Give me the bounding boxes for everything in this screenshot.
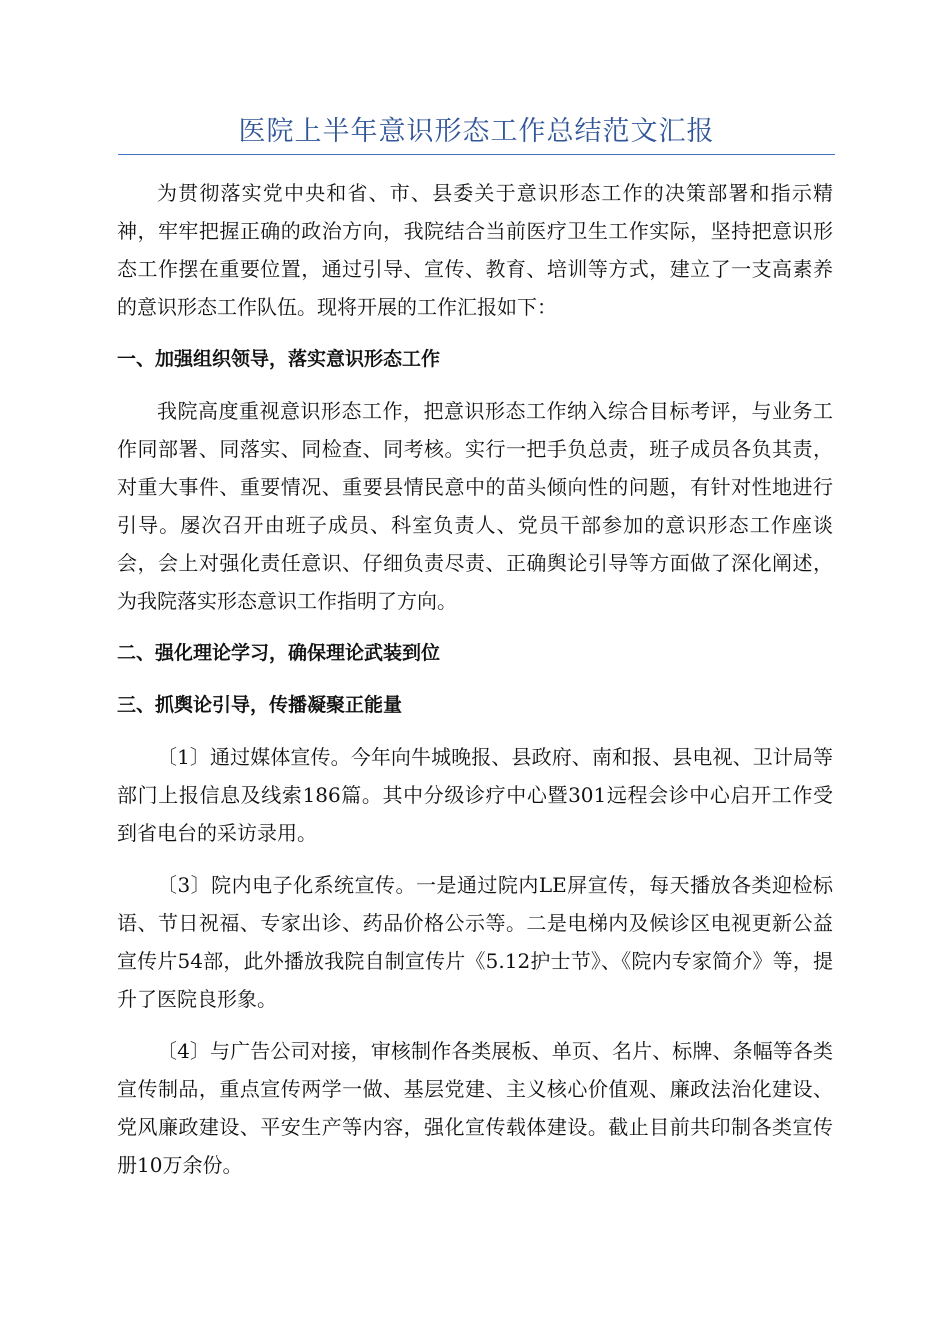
section-heading-3: 三、抓舆论引导，传播凝聚正能量 [117,694,403,716]
title-underline [118,154,835,155]
item-1-paragraph: 〔1〕通过媒体宣传。今年向牛城晚报、县政府、南和报、县电视、卫计局等部门上报信息及线索186篇。其中分级诊疗中心暨301远程会诊中心启开工作受到省电台的采访录用。 [117,745,833,845]
section-1-paragraph: 我院高度重视意识形态工作，把意识形态工作纳入综合目标考评，与业务工作同部署、同落实、同检查、同考核。实行一把手负总责，班子成员各负其责，对重大事件、重要情况、重要县情民意中的苗头倾向性的问题，有针对性地进行引导。屡次召开由班子成员、科室负责人、党员干部参加的意识形态工作座谈会，会上对强化责任意识、仔细负责尽责、正确舆论引导等方面做了深化阐述，为我院落实形态意识工作指明了方向。 [117,399,833,613]
item-3-paragraph: 〔3〕院内电子化系统宣传。一是通过院内LE屏宣传，每天播放各类迎检标语、节日祝福、专家出诊、药品价格公示等。二是电梯内及候诊区电视更新公益宣传片54部，此外播放我院自制宣传片《5.12护士节》、《院内专家简介》等，提升了医院良形象。 [117,873,833,1011]
document-title: 医院上半年意识形态工作总结范文汇报 [238,116,715,147]
item-4-paragraph: 〔4〕与广告公司对接，审核制作各类展板、单页、名片、标牌、条幅等各类宣传制品，重点宣传两学一做、基层党建、主义核心价值观、廉政法治化建设、党风廉政建设、平安生产等内容，强化宣传载体建设。截止目前共印制各类宣传册10万余份。 [117,1039,833,1177]
document-body [117,174,833,1198]
intro-paragraph: 为贯彻落实党中央和省、市、县委关于意识形态工作的决策部署和指示精神，牢牢把握正确的政治方向，我院结合当前医疗卫生工作实际，坚持把意识形态工作摆在重要位置，通过引导、宣传、教育、培训等方式，建立了一支高素养的意识形态工作队伍。现将开展的工作汇报如下： [117,181,833,319]
section-heading-1: 一、加强组织领导，落实意识形态工作 [117,348,441,370]
section-heading-2: 二、强化理论学习，确保理论武装到位 [117,642,441,664]
